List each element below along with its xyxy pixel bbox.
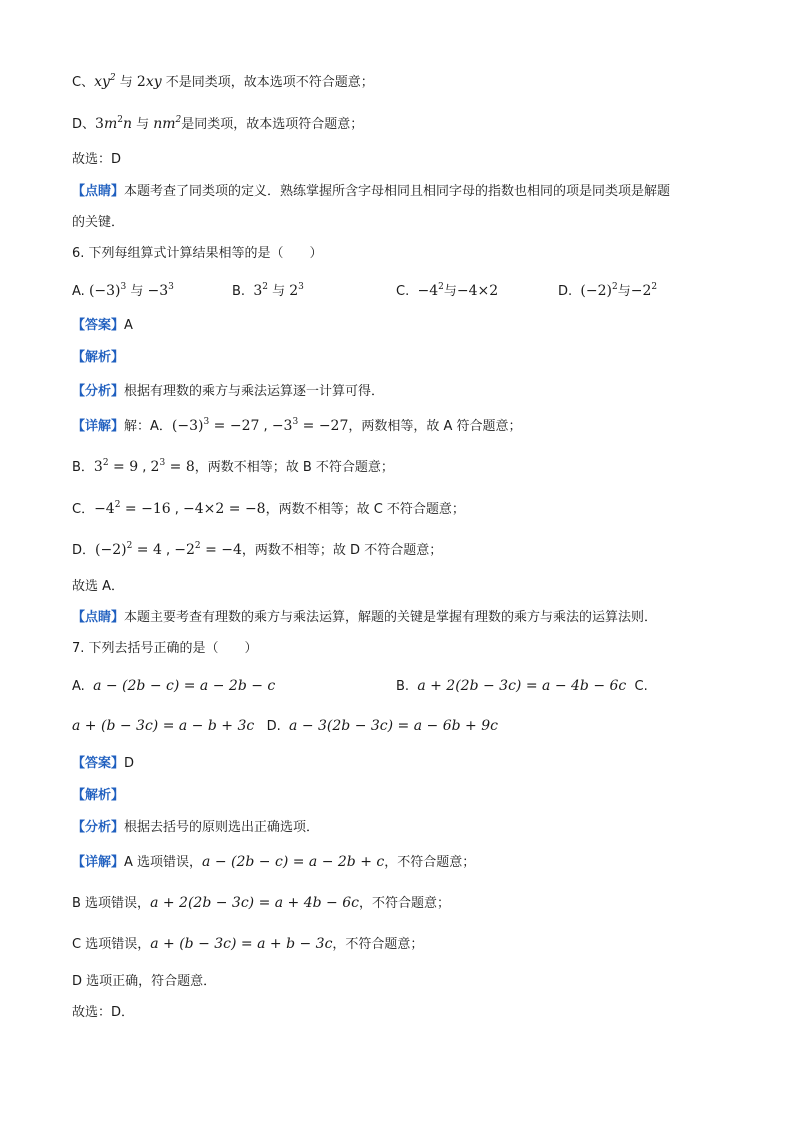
label: C、 (72, 75, 95, 90)
comment-tag: 【点睛】 (72, 184, 125, 199)
question-7: 7. 下列去括号正确的是（ ） (72, 641, 258, 656)
answer-tag: 【答案】 (72, 756, 125, 771)
text: 根据去括号的原则选出正确选项． (124, 820, 320, 835)
math-expr: −4×2 = −8 (183, 501, 266, 517)
question-6: 6. 下列每组算式计算结果相等的是（ ） (72, 246, 323, 261)
detail-tag: 【详解】 (72, 419, 125, 434)
text: ，两数不相等；故 C 不符合题意； (265, 502, 465, 517)
math-expr: $(-2)^2$ (580, 282, 618, 299)
q7-option-a (72, 676, 275, 697)
label: A. (72, 284, 85, 299)
analyze-7 (72, 818, 319, 838)
choose-d2: 故选：D． (72, 1005, 135, 1020)
math-expr: $nm^2$ (153, 115, 182, 132)
answer-value: A (124, 318, 133, 333)
math-expr: $-3^3 = -27$ (271, 417, 349, 434)
option-c-previous: C、$xy^2$ 与 2xy 不是同类项，故本选项不符合题意； (72, 73, 374, 90)
math-expr: $3^2 = 9$ (93, 458, 139, 475)
analyze-6 (72, 382, 384, 402)
text: 解：A． (124, 419, 172, 434)
label: C. (634, 679, 648, 694)
q6-option-c: C. $-4^2$与−4×2 (396, 282, 499, 299)
answer-6 (72, 316, 133, 336)
label: D、 (72, 117, 96, 132)
math-expr: −4×2 (456, 283, 499, 299)
text: B． (72, 460, 94, 475)
choose-line: 故选：D (72, 152, 122, 167)
math-expr: a + (b − 3c) = a + b − 3c (150, 936, 333, 952)
text: 是同类项，故本选项符合题意； (181, 117, 364, 132)
text: D． (72, 543, 96, 558)
detail-6c: C．$-4^2 = -16$ , −4×2 = −8，两数不相等；故 C 不符合题意； (72, 500, 465, 517)
text: ，不符合题意； (384, 855, 476, 870)
label: B. (396, 679, 410, 694)
text: ，两数不相等；故 B 不符合题意； (194, 460, 394, 475)
detail-tag: 【详解】 (72, 855, 125, 870)
option-d-previous: D、$3m^2n$ 与 $nm^2$是同类项，故本选项符合题意； (72, 115, 364, 132)
text: 不是同类项，故本选项不符合题意； (165, 75, 374, 90)
math-expr: $-4^2$ (417, 282, 444, 299)
q7-option-b (396, 676, 648, 697)
analyze-tag: 【分析】 (72, 820, 125, 835)
q6-option-a: A. $(-3)^3$ 与 $-3^3$ (72, 282, 174, 299)
detail-6a: 【详解】解：A．$(-3)^3 = -27$ , $-3^3 = -27$，两数相等，故 A 符合题意； (72, 417, 522, 434)
text: A 选项错误， (124, 855, 203, 870)
math-expr: $-4^2 = -16$ (94, 500, 171, 517)
math-expr: 2xy (136, 74, 162, 90)
math-expr: a − (2b − c) = a − 2b − c (93, 678, 276, 694)
text: ，两数不相等；故 D 不符合题意； (241, 543, 443, 558)
math-expr: $-2^2 = -4$ (174, 541, 242, 558)
q6-option-b: B. $3^2$ 与 $2^3$ (232, 282, 304, 299)
detail-7d: D 选项正确，符合题意． (72, 974, 217, 989)
math-expr: $2^3$ (289, 282, 304, 299)
text: B 选项错误， (72, 896, 151, 911)
detail-7b (72, 893, 450, 914)
comment-tag: 【点睛】 (72, 610, 125, 625)
q6-option-d: D. $(-2)^2$与$-2^2$ (558, 282, 658, 299)
label: C. (396, 284, 410, 299)
detail-6b: B．$3^2 = 9$ , $2^3 = 8$，两数不相等；故 B 不符合题意； (72, 458, 394, 475)
math-expr: $3^2$ (253, 282, 268, 299)
analysis-tag: 【解析】 (72, 788, 125, 803)
analysis-7 (72, 786, 124, 806)
analyze-tag: 【分析】 (72, 384, 125, 399)
analysis-tag: 【解析】 (72, 350, 125, 365)
text: C． (72, 502, 95, 517)
math-expr: a − 3(2b − 3c) = a − 6b + 9c (289, 718, 498, 734)
q7-option-c-d (72, 716, 498, 737)
text: ，不符合题意； (332, 937, 424, 952)
text: C 选项错误， (72, 937, 151, 952)
label: A. (72, 679, 85, 694)
label: D. (266, 719, 281, 734)
answer-tag: 【答案】 (72, 318, 125, 333)
math-expr: $-2^2$ (630, 282, 658, 299)
text: ，不符合题意； (358, 896, 450, 911)
label: B. (232, 284, 246, 299)
math-expr: $2^3 = 8$ (150, 458, 195, 475)
label: D. (558, 284, 573, 299)
comment-paragraph (72, 182, 670, 202)
math-expr: $(-2)^2 = 4$ (95, 541, 162, 558)
math-expr: $(-3)^3$ (88, 282, 127, 299)
text: 本题考查了同类项的定义．熟练掌握所含字母相同且相同字母的指数也相同的项是同类项是解题 (124, 184, 671, 199)
analysis-6 (72, 348, 124, 368)
math-expr: a + 2(2b − 3c) = a − 4b − 6c (417, 678, 627, 694)
math-expr: $(-3)^3 = -27$ (171, 417, 260, 434)
text: 本题主要考查有理数的乘方与乘法运算，解题的关键是掌握有理数的乘方与乘法的运算法则． (124, 610, 658, 625)
math-expr: a + (b − 3c) = a − b + 3c (72, 718, 255, 734)
detail-7a (72, 852, 475, 873)
math-expr: a + 2(2b − 3c) = a + 4b − 6c (150, 895, 359, 911)
math-expr: $3m^2n$ (95, 115, 132, 132)
text: ，两数相等，故 A 符合题意； (348, 419, 522, 434)
comment-6 (72, 608, 657, 628)
answer-7 (72, 754, 134, 774)
math-expr: $xy^2$ (94, 73, 116, 90)
math-expr: a − (2b − c) = a − 2b + c (202, 854, 385, 870)
choose-a: 故选 A． (72, 579, 125, 594)
detail-6d: D．$(-2)^2 = 4$ , $-2^2 = -4$，两数不相等；故 D 不符合题意； (72, 541, 443, 558)
answer-value: D (124, 756, 135, 771)
comment-continued: 的关键． (72, 215, 125, 230)
text: 根据有理数的乘方与乘法运算逐一计算可得． (124, 384, 385, 399)
math-expr: $-3^3$ (147, 282, 174, 299)
detail-7c (72, 934, 423, 955)
